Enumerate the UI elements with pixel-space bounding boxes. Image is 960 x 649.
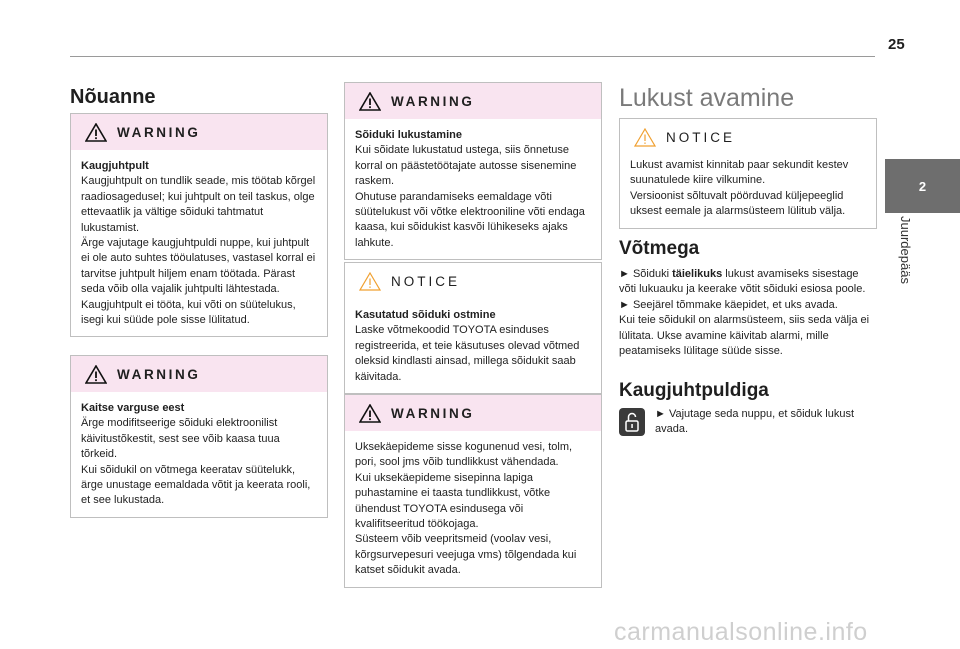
box-paragraph: Kaugjuhtpult ei tööta, kui võti on süütelukus, isegi kui süüde pole sisse lülitatud. [81, 298, 296, 327]
warning-box-theft [70, 355, 328, 518]
warning-triangle-icon [85, 123, 107, 142]
notice-header [345, 263, 601, 299]
notice-label: NOTICE [391, 273, 461, 289]
header-divider [70, 56, 875, 57]
warning-triangle-icon [359, 92, 381, 111]
box-paragraph: Ärge vajutage kaugjuhtpuldi nuppe, kui juhtpult ei ole auto suhtes tööulatuses, vastasel korral ei tarvitse juhtpult hiljem enam töötada. Pärast seda võib olla vajalik juhtpulti lähtestada. [81, 237, 316, 296]
watermark: carmanualsonline.info [614, 618, 868, 646]
notice-triangle-icon [359, 272, 381, 291]
warning-label: WARNING [117, 366, 201, 382]
box-paragraph: Versioonist sõltuvalt pöörduvad küljepeeglid uksest eemale ja alarmsüsteem lülitub välja. [630, 189, 846, 218]
warning-triangle-icon [85, 365, 107, 384]
warning-label: WARNING [391, 405, 475, 421]
section-title-nouanne: Nõuanne [70, 86, 156, 108]
chapter-label [885, 216, 925, 326]
subsection-title-kaugjuhtpuldiga: Kaugjuhtpuldiga [619, 380, 769, 401]
page-number: 25 [888, 36, 905, 53]
box-subtitle: Sõiduki lukustamine [355, 129, 462, 141]
warning-header [345, 395, 601, 431]
column-1 [70, 86, 326, 109]
notice-box-unlocking [619, 118, 877, 229]
box-subtitle: Kaitse varguse eest [81, 402, 185, 414]
instruction-emphasis: täielikuks [672, 268, 723, 280]
instruction-text: ► Sõiduki [619, 268, 673, 280]
warning-label: WARNING [117, 124, 201, 140]
instruction-step: ► Seejärel tõmmake käepidet, et uks avada. [619, 298, 838, 311]
chapter-label-text: Juurdepääs [898, 216, 913, 284]
box-subtitle: Kasutatud sõiduki ostmine [355, 309, 496, 321]
section-with-key [619, 238, 875, 359]
warning-box-door-handle [344, 394, 602, 588]
warning-header [345, 83, 601, 119]
chapter-tab[interactable]: 2 [885, 159, 960, 213]
box-paragraph: Uksekäepideme sisse kogunenud vesi, tolm, pori, sool jms võib tundlikkust vähendada. [355, 441, 573, 469]
box-paragraph: Lukust avamist kinnitab paar sekundit kestev suunatulede kiire vilkumine. [630, 159, 849, 187]
notice-box-used-vehicle [344, 262, 602, 394]
warning-box-remote [70, 113, 328, 337]
warning-header [71, 356, 327, 392]
warning-box-locking [344, 82, 602, 260]
notice-triangle-icon [634, 128, 656, 147]
notice-label: NOTICE [666, 129, 736, 145]
box-paragraph: Süsteem võib veepritsmeid (voolav vesi, kõrgsurvepesuri veejuga vms) tõlgendada kui katset sõidukit avada. [355, 533, 577, 577]
subsection-title-votmega: Võtmega [619, 238, 700, 259]
remote-instruction: ► Vajutage seda nuppu, et sõiduk lukust avada. [655, 408, 855, 436]
box-paragraph: Kui sõidate lukustatud ustega, siis õnnetuse korral on päästetöötajate autosse sisenemine raskem. [355, 144, 577, 188]
column-3-title [619, 84, 875, 113]
notice-header [620, 119, 876, 155]
warning-header [71, 114, 327, 150]
warning-triangle-icon [359, 404, 381, 423]
instruction-note: Kui teie sõidukil on alarmsüsteem, siis seda välja ei lülitata. Ukse avamine käivitab alarmi, mille peatamiseks lülitage süüde sisse. [619, 314, 870, 358]
box-paragraph: Kaugjuhtpult on tundlik seade, mis töötab kõrgel raadiosagedusel; kui juhtpult on teil taskus, olge ettevaatlik ja vältige sõiduki tahtmatut lukustamist. [81, 175, 316, 234]
instruction-text: lukust avamiseks sisestage võti lukuauku ja keerake võtit sõiduki esiosa poole. [619, 268, 866, 296]
unlock-button-icon [619, 408, 645, 436]
box-paragraph: Kui uksekäepideme sisepinna lapiga puhastamine ei taasta tundlikkust, võtke ühendust TOYOTA esindusega või kvalifitseeritud töökojaga. [355, 471, 551, 531]
box-paragraph: Ohutuse parandamiseks eemaldage võti süütelukust või võtke elektrooniline võti endaga kaasa, kui sõidukist kasvõi lühikeseks ajaks lahkute. [355, 190, 585, 249]
box-subtitle: Kaugjuhtpult [81, 160, 149, 172]
section-with-remote [619, 380, 875, 402]
warning-label: WARNING [391, 93, 475, 109]
section-title-lukust-avamine: Lukust avamine [619, 84, 795, 112]
box-paragraph: Kui sõidukil on võtmega keeratav süütelukk, ärge unustage eemaldada võtit ja keerata rooli, et see lukustada. [81, 463, 311, 507]
instruction-step [619, 267, 875, 298]
box-paragraph: Laske võtmekoodid TOYOTA esinduses registreerida, et teie käsutuses olevad võtmed oleksid kindlasti ainsad, millega sõidukit saab käivitada. [355, 324, 580, 383]
box-paragraph: Ärge modifitseerige sõiduki elektroonilist käivitustõkestit, sest see võib kaasa tuua tõrkeid. [81, 417, 280, 461]
